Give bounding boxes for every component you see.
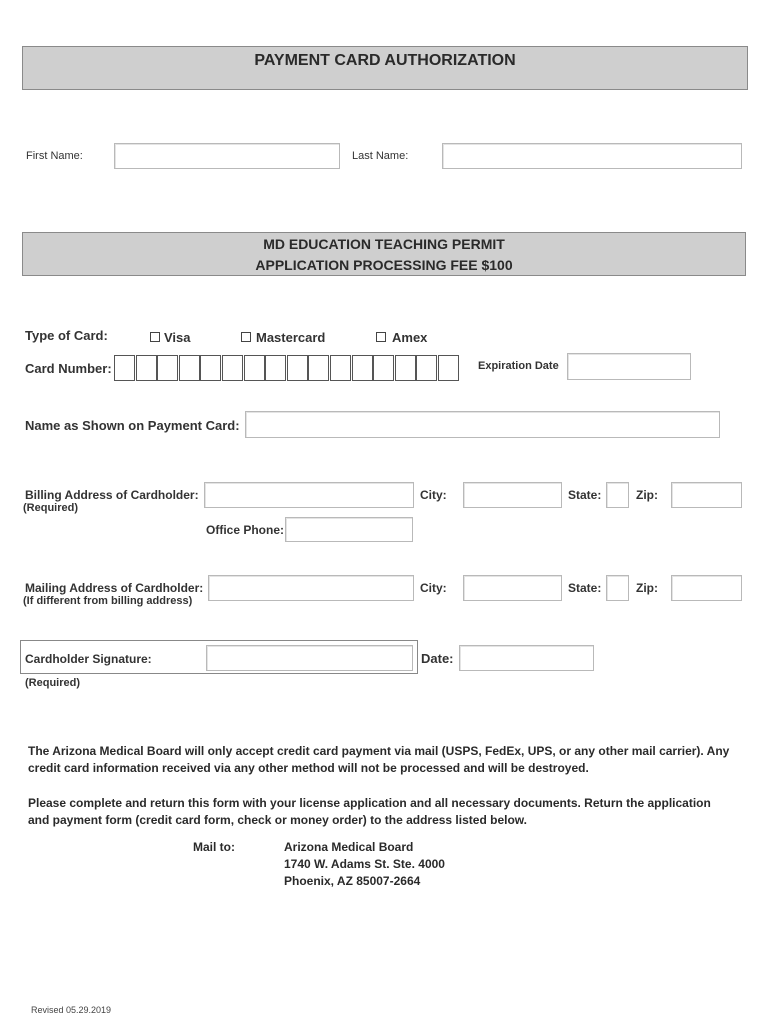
mailing-zip-label: Zip:: [636, 581, 658, 595]
mailing-note: (If different from billing address): [23, 595, 193, 607]
name-on-card-field[interactable]: [245, 411, 720, 438]
notice-paragraph-2-line1: Please complete and return this form with your license application and all necessary documents. Return the application: [28, 796, 711, 810]
card-number-digit-box[interactable]: [222, 355, 243, 381]
visa-option-label: Visa: [164, 330, 191, 345]
fee-banner-line2: APPLICATION PROCESSING FEE $100: [255, 257, 513, 273]
signature-date-label: Date:: [421, 651, 454, 666]
mail-to-line3: Phoenix, AZ 85007-2664: [284, 874, 421, 888]
page-title: [22, 46, 748, 90]
billing-city-label: City:: [420, 488, 447, 502]
amex-checkbox[interactable]: [376, 332, 386, 342]
notice-paragraph-1-line2: credit card information received via any other method will not be processed and will be destroyed.: [28, 761, 589, 775]
first-name-label: First Name:: [26, 150, 83, 162]
visa-checkbox[interactable]: [150, 332, 160, 342]
mailing-zip-field[interactable]: [671, 575, 742, 601]
card-number-digit-box[interactable]: [373, 355, 394, 381]
billing-zip-field[interactable]: [671, 482, 742, 508]
signature-required-note: (Required): [25, 677, 80, 689]
mailing-address-block: [284, 839, 445, 890]
card-number-digit-box[interactable]: [136, 355, 157, 381]
mailing-city-field[interactable]: [463, 575, 562, 601]
notice-paragraph-1: [28, 743, 748, 777]
card-number-digit-box[interactable]: [265, 355, 286, 381]
card-number-digit-box[interactable]: [244, 355, 265, 381]
billing-address-label: Billing Address of Cardholder:: [25, 488, 199, 502]
billing-state-label: State:: [568, 488, 602, 502]
card-number-boxes: [114, 355, 460, 381]
billing-city-field[interactable]: [463, 482, 562, 508]
billing-zip-label: Zip:: [636, 488, 658, 502]
mastercard-option-label: Mastercard: [256, 330, 326, 345]
billing-required-note: (Required): [23, 502, 78, 514]
mailing-address-label: Mailing Address of Cardholder:: [25, 581, 204, 595]
card-number-digit-box[interactable]: [179, 355, 200, 381]
card-number-digit-box[interactable]: [395, 355, 416, 381]
billing-state-field[interactable]: [606, 482, 629, 508]
card-number-digit-box[interactable]: [352, 355, 373, 381]
page-title-text: PAYMENT CARD AUTHORIZATION: [254, 52, 516, 69]
card-number-digit-box[interactable]: [416, 355, 437, 381]
mailing-city-label: City:: [420, 581, 447, 595]
revised-date: Revised 05.29.2019: [31, 1005, 112, 1015]
card-number-digit-box[interactable]: [157, 355, 178, 381]
name-on-card-label: Name as Shown on Payment Card:: [25, 418, 240, 433]
card-number-digit-box[interactable]: [438, 355, 459, 381]
signature-date-field[interactable]: [459, 645, 594, 671]
notice-paragraph-2: [28, 795, 748, 829]
card-number-digit-box[interactable]: [330, 355, 351, 381]
last-name-label: Last Name:: [352, 150, 409, 162]
billing-address-field[interactable]: [204, 482, 414, 508]
notice-paragraph-1-line1: The Arizona Medical Board will only accept credit card payment via mail (USPS, FedEx, UPS, or any other mail carrier). Any: [28, 744, 730, 758]
notice-paragraph-2-line2: and payment form (credit card form, check or money order) to the address listed below.: [28, 813, 528, 827]
mail-to-line1: Arizona Medical Board: [284, 840, 414, 854]
card-number-digit-box[interactable]: [287, 355, 308, 381]
fee-banner-line1: MD EDUCATION TEACHING PERMIT: [263, 236, 505, 252]
expiration-date-field[interactable]: [567, 353, 691, 380]
mailing-state-field[interactable]: [606, 575, 629, 601]
mail-to-label: Mail to:: [193, 840, 235, 854]
office-phone-label: Office Phone:: [206, 523, 285, 537]
mailing-state-label: State:: [568, 581, 602, 595]
last-name-field[interactable]: [442, 143, 742, 169]
first-name-field[interactable]: [114, 143, 340, 169]
card-number-digit-box[interactable]: [114, 355, 135, 381]
card-number-digit-box[interactable]: [200, 355, 221, 381]
amex-option-label: Amex: [392, 330, 428, 345]
signature-field[interactable]: [206, 645, 413, 671]
office-phone-field[interactable]: [285, 517, 413, 542]
fee-banner: [22, 232, 746, 276]
card-number-digit-box[interactable]: [308, 355, 329, 381]
expiration-date-label: Expiration Date: [478, 360, 559, 372]
mail-to-line2: 1740 W. Adams St. Ste. 4000: [284, 857, 445, 871]
signature-label: Cardholder Signature:: [25, 652, 152, 666]
card-type-label: Type of Card:: [25, 328, 108, 343]
mastercard-checkbox[interactable]: [241, 332, 251, 342]
mailing-address-field[interactable]: [208, 575, 414, 601]
card-number-label: Card Number:: [25, 361, 112, 376]
